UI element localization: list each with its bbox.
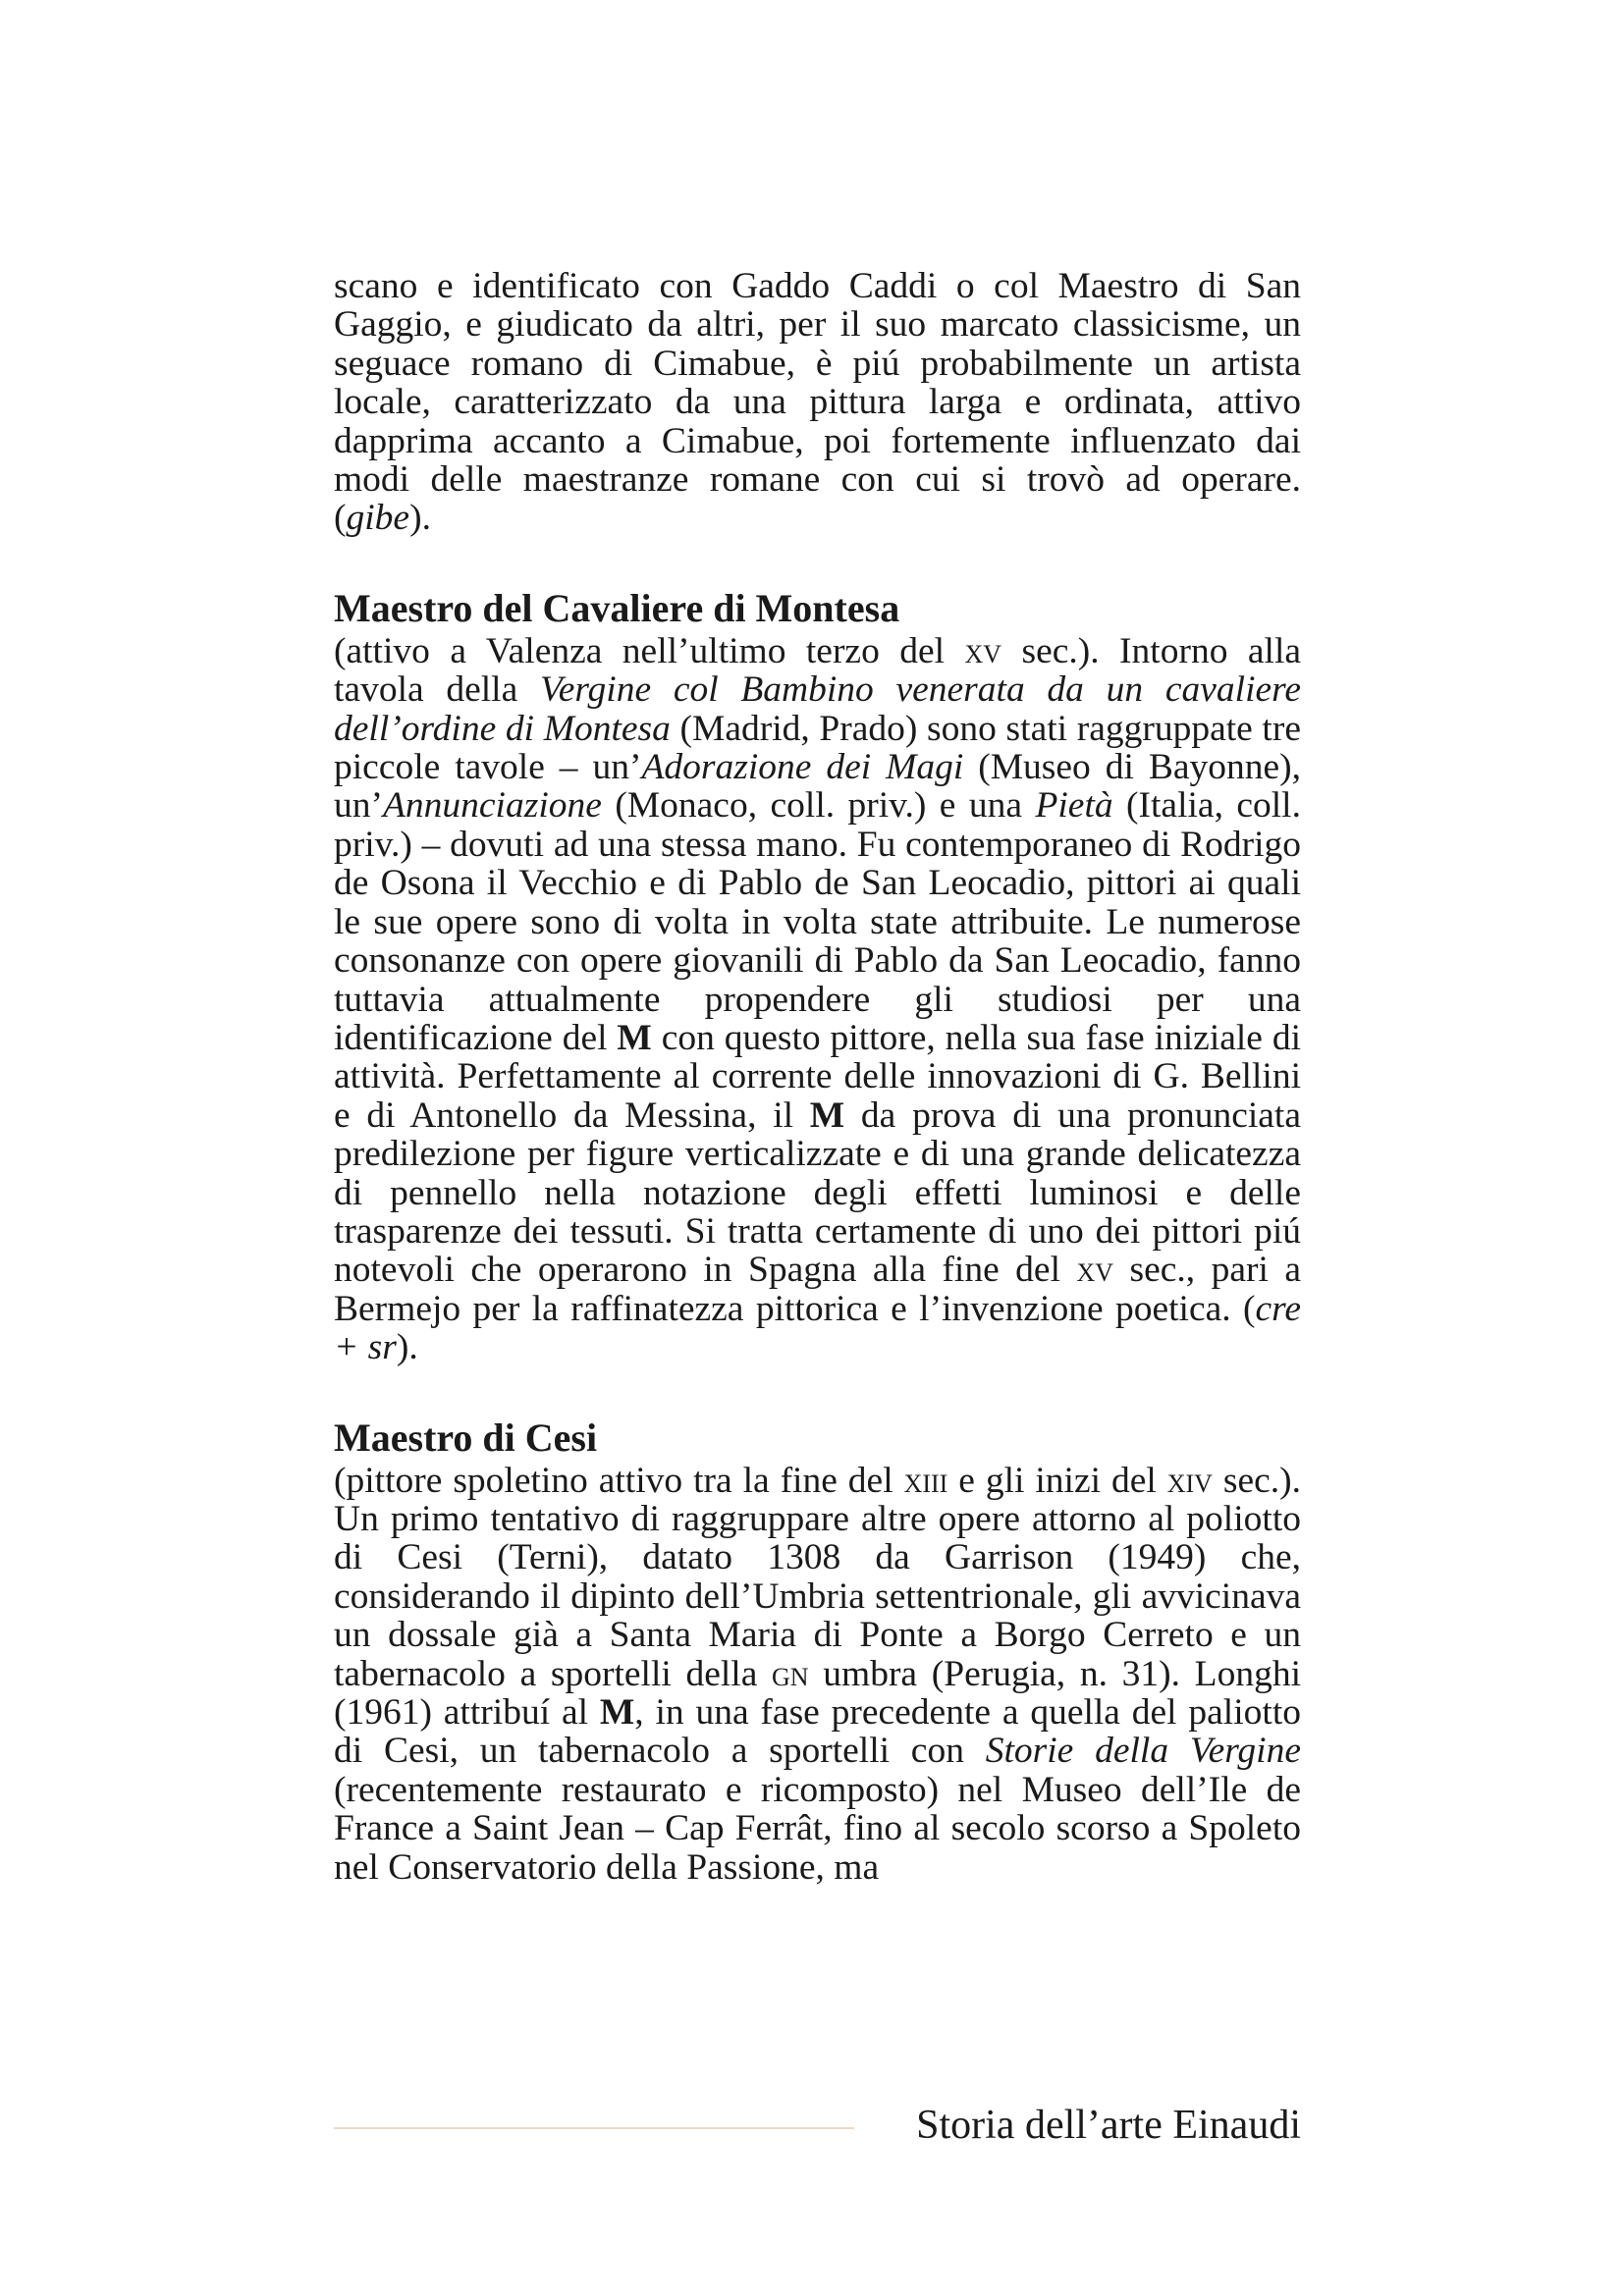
master-abbreviation: M bbox=[599, 1692, 635, 1733]
author-initials: gibe bbox=[346, 498, 410, 539]
artwork-title: Vergine col Bambino venerata da un cavaliere dell’ordine di Montesa bbox=[334, 669, 1301, 749]
footer-rule bbox=[334, 2127, 854, 2129]
artwork-title: Adorazione dei Magi bbox=[641, 747, 964, 788]
artwork-title: Storie della Vergine bbox=[985, 1731, 1301, 1772]
intro-paragraph: scano e identificato con Gaddo Caddi o col Maestro di San Gaggio, e giudicato da altri, per il suo marcato classicisme, un seguace romano di Cimabue, è piú probabilmente un artista locale, caratterizzato da una pittura larga e ordinata, attivo dapprima accanto a Cimabue, poi fortemente influenzato dai modi delle maestranze romane con cui si trovò ad operare. (gibe). bbox=[334, 266, 1301, 539]
century-numeral: xv bbox=[964, 630, 1002, 671]
entry-paragraph: (attivo a Valenza nell’ultimo terzo del xv sec.). Intorno alla tavola della Vergine col Bambino venerata da un cavaliere dell’ordine di Montesa (Madrid, Prado) sono stati raggruppate tre piccole tavole – un’Adorazione dei Magi (Museo di Bayonne), un’Annunciazione (Monaco, coll. priv.) e una Pietà (Italia, coll. priv.) – dovuti ad una stessa mano. Fu contemporaneo di Rodrigo de Osona il Vecchio e di Pablo de San Leocadio, pittori ai quali le sue opere sono di volta in volta state attribuite. Le numerose consonanze con opere giovanili di Pablo da San Leocadio, fanno tuttavia attualmente propendere gli studiosi per una identificazione del M con questo pittore, nella sua fase iniziale di attività. Perfettamente al corrente delle innovazioni di G. Bellini e di Antonello da Messina, il M da prova di una pronunciata predilezione per figure verticalizzate e di una grande delicatezza di pennello nella notazione degli effetti luminosi e delle trasparenze dei tessuti. Si tratta certamente di uno dei pittori piú notevoli che operarono in Spagna alla fine del xv sec., pari a Bermejo per la raffinatezza pittorica e l’invenzione poetica. (cre + sr). bbox=[334, 630, 1302, 1368]
gallery-abbreviation: gn bbox=[772, 1653, 809, 1694]
century-numeral: xiii bbox=[903, 1460, 948, 1501]
author-initials: cre + sr bbox=[334, 1288, 1301, 1368]
master-abbreviation: M bbox=[617, 1017, 652, 1058]
century-numeral: xiv bbox=[1166, 1460, 1213, 1501]
master-abbreviation: M bbox=[809, 1095, 845, 1136]
century-numeral: xv bbox=[1076, 1250, 1114, 1291]
artwork-title: Annunciazione bbox=[383, 785, 602, 827]
publication-title: Storia dell’arte Einaudi bbox=[916, 2103, 1301, 2148]
artwork-title: Pietà bbox=[1035, 785, 1113, 827]
page-body bbox=[334, 267, 1301, 1887]
entry-paragraph: (pittore spoletino attivo tra la fine del xiii e gli inizi del xiv sec.). Un primo tentativo di raggruppare altre opere attorno al poliotto di Cesi (Terni), datato 1308 da Garrison (1949) che, considerando il dipinto dell’Umbria settentrionale, gli avvicinava un dossale già a Santa Maria di Ponte a Borgo Cerreto e un tabernacolo a sportelli della gn umbra (Perugia, n. 31). Longhi (1961) attribuí al M, in una fase precedente a quella del paliotto di Cesi, un tabernacolo a sportelli con Storie della Vergine (recentemente restaurato e ricomposto) nel Museo dell’Ile de France a Saint Jean – Cap Ferrât, fino al secolo scorso a Spoleto nel Conservatorio della Passione, ma bbox=[334, 1460, 1301, 1888]
page-footer bbox=[334, 2101, 1301, 2150]
entry-heading: Maestro del Cavaliere di Montesa bbox=[334, 585, 900, 630]
entry-heading: Maestro di Cesi bbox=[334, 1415, 598, 1460]
